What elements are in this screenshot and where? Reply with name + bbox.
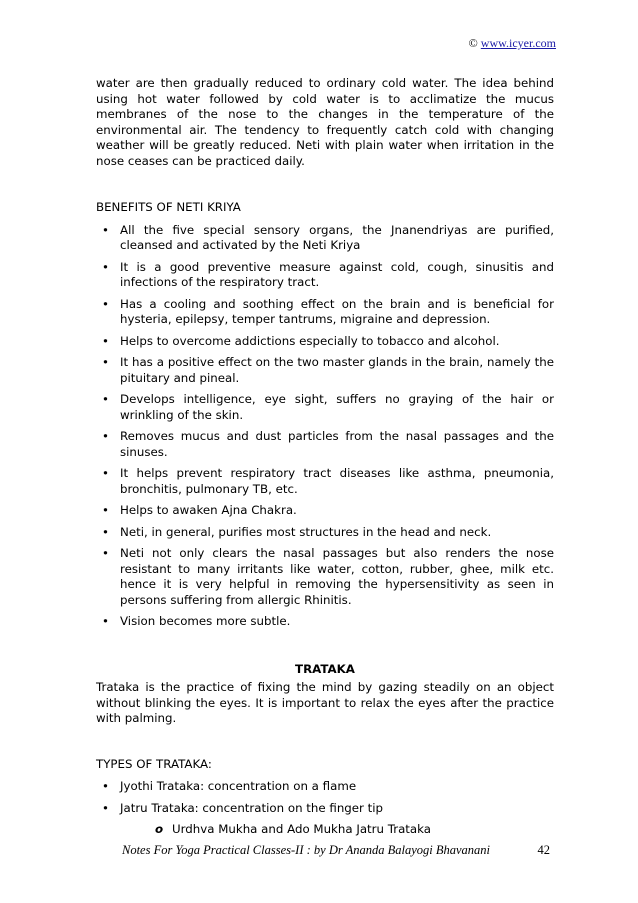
sub-list-item — [96, 822, 554, 838]
list-item-text: Neti, in general, purifies most structures in the head and neck. — [120, 524, 492, 539]
list-item-text: Vision becomes more subtle. — [120, 614, 291, 628]
page-content — [96, 76, 554, 838]
bullet-icon: • — [102, 800, 109, 815]
list-item — [96, 260, 554, 291]
list-item-text: Develops intelligence, eye sight, suffers no graying of the hair or wrinkling of the skin. — [120, 392, 554, 422]
list-item — [96, 614, 554, 630]
list-item — [96, 801, 554, 817]
list-item — [96, 503, 554, 519]
bullet-icon: • — [102, 296, 109, 311]
types-list — [96, 779, 554, 816]
list-item — [96, 525, 554, 541]
copyright-symbol: © — [468, 36, 478, 50]
list-item-text: All the five special sensory organs, the Jnanendriyas are purified, cleansed and activated by the Neti Kriya — [120, 222, 554, 252]
page-header — [469, 36, 556, 51]
list-item-text: Jatru Trataka: concentration on the finger tip — [120, 800, 384, 815]
benefits-heading: BENEFITS OF NETI KRIYA — [96, 200, 241, 214]
list-item-text: Jyothi Trataka: concentration on a flame — [120, 779, 357, 793]
list-item — [96, 466, 554, 497]
benefits-list — [96, 223, 554, 630]
list-item — [96, 334, 554, 350]
trataka-paragraph: Trataka is the practice of fixing the mind by gazing steadily on an object without blinking the eyes. It is important to relax the eyes after the practice with palming. — [96, 680, 554, 725]
list-item-text: It has a positive effect on the two master glands in the brain, namely the pituitary and pineal. — [120, 355, 554, 385]
list-item — [96, 392, 554, 423]
list-item — [96, 297, 554, 328]
bullet-icon: • — [102, 614, 109, 628]
bullet-icon: • — [102, 503, 109, 517]
bullet-icon: • — [102, 779, 109, 793]
page-number: 42 — [537, 843, 550, 857]
list-item-text: It helps prevent respiratory tract diseases like asthma, pneumonia, bronchitis, pulmonary TB, etc. — [120, 466, 554, 496]
list-item — [96, 429, 554, 460]
bullet-icon: • — [102, 546, 109, 560]
types-heading: TYPES OF TRATAKA: — [96, 756, 212, 771]
list-item-text: It is a good preventive measure against cold, cough, sinusitis and infections of the respiratory tract. — [120, 259, 554, 289]
list-item-text: Helps to awaken Ajna Chakra. — [120, 503, 297, 517]
list-item-text: Removes mucus and dust particles from the nasal passages and the sinuses. — [120, 429, 554, 459]
bullet-icon: • — [102, 333, 109, 348]
trataka-title: TRATAKA — [295, 661, 355, 676]
list-item — [96, 546, 554, 608]
list-item-text: Has a cooling and soothing effect on the brain and is beneficial for hysteria, epilepsy, temper tantrums, migraine and depression. — [120, 296, 554, 326]
bullet-icon: • — [102, 429, 109, 443]
bullet-icon: • — [102, 524, 109, 539]
hollow-bullet-icon: o — [155, 822, 164, 836]
list-item-text: Helps to overcome addictions especially to tobacco and alcohol. — [120, 333, 500, 348]
bullet-icon: • — [102, 355, 109, 369]
list-item — [96, 779, 554, 795]
site-link[interactable]: www.icyer.com — [480, 36, 556, 50]
list-item — [96, 355, 554, 386]
list-item — [96, 223, 554, 254]
intro-paragraph: water are then gradually reduced to ordinary cold water. The idea behind using hot water followed by cold water is to acclimatize the mucus membranes of the nose to the changes in the temperature of the environmental air. The tendency to frequently catch cold with changing weather will be greatly reduced. Neti with plain water when irritation in the nose ceases can be practiced daily. — [96, 76, 554, 168]
bullet-icon: • — [102, 392, 109, 406]
sub-list-item-text: Urdhva Mukha and Ado Mukha Jatru Trataka — [172, 822, 432, 836]
footer-text: Notes For Yoga Practical Classes-II : by Dr Ananda Balayogi Bhavanani — [122, 843, 491, 857]
bullet-icon: • — [102, 466, 109, 480]
bullet-icon: • — [102, 259, 109, 274]
list-item-text: Neti not only clears the nasal passages but also renders the nose resistant to many irritants like water, cotton, rubber, ghee, milk etc. hence it is very helpful in removing the hypersensitivity as seen in persons suffering from allergic Rhinitis. — [120, 546, 554, 607]
bullet-icon: • — [102, 222, 109, 237]
